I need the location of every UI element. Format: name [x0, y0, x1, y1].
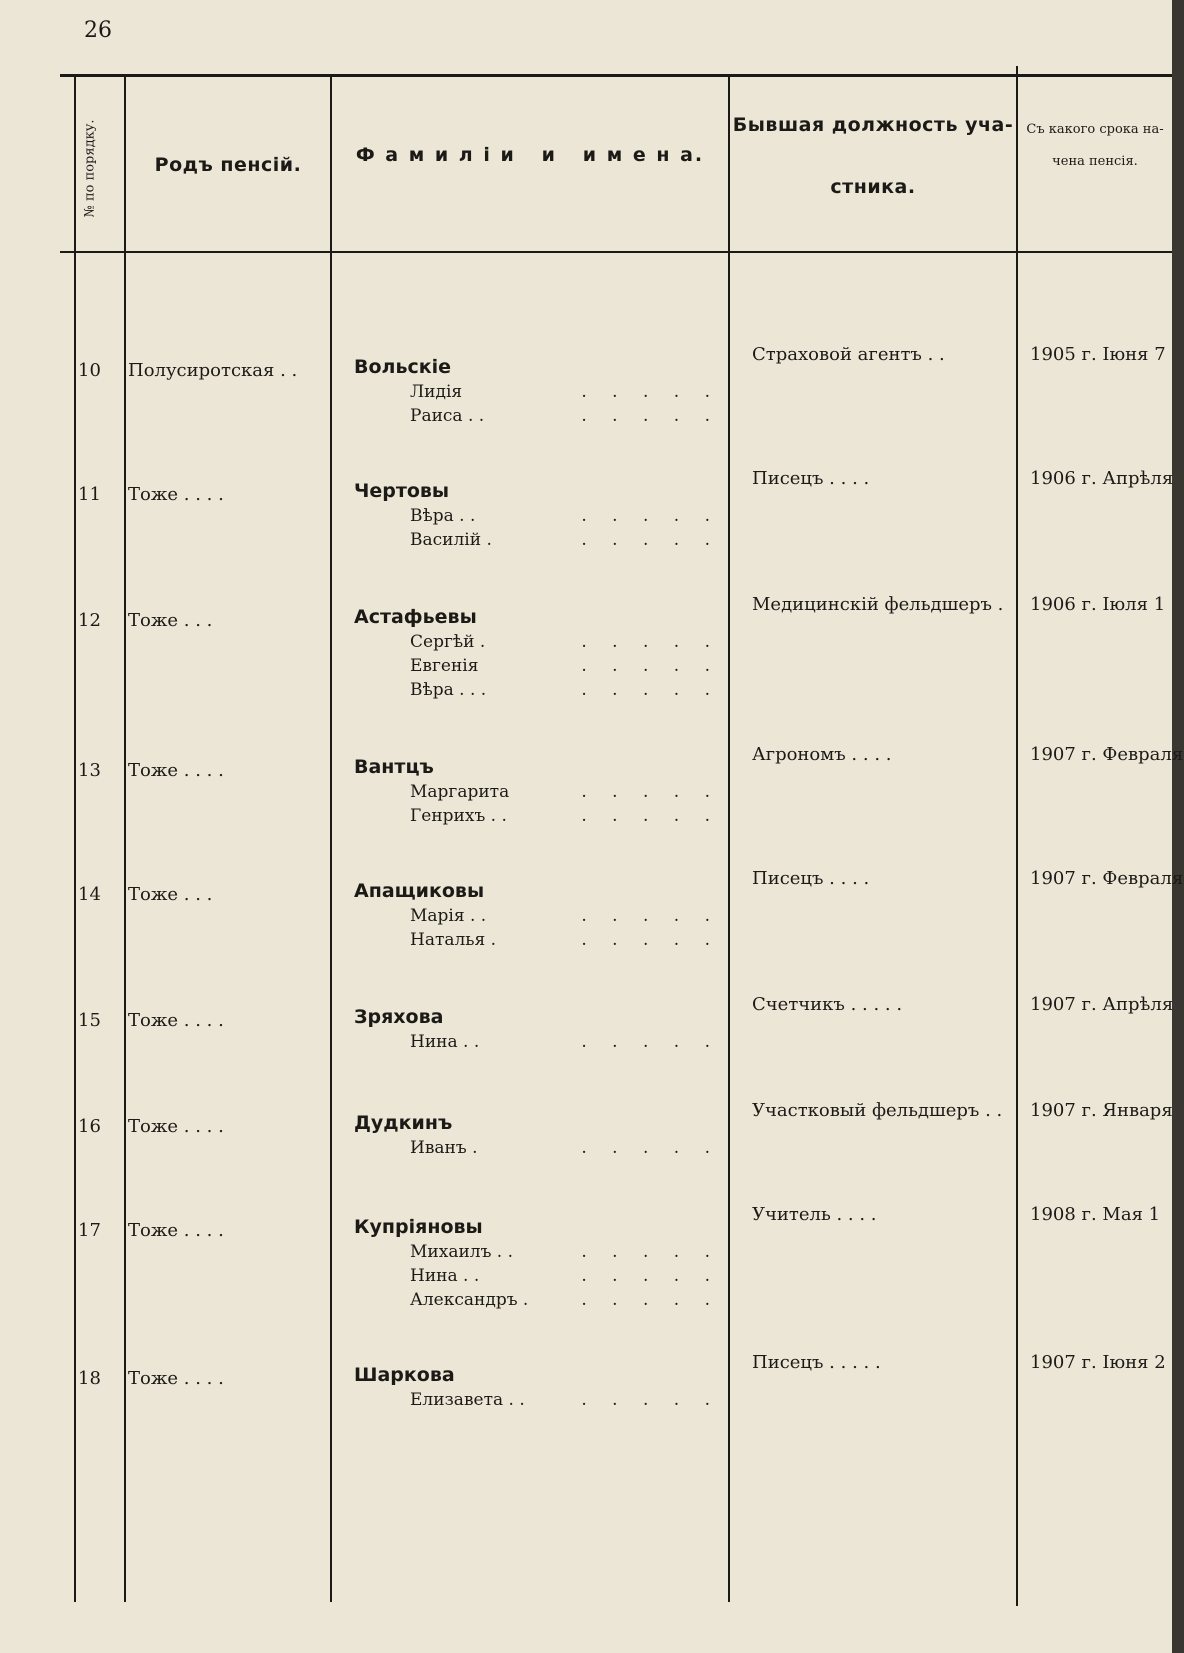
pension-kind: Тоже . . . . — [128, 1010, 224, 1031]
pension-date: 1906 г. Апрѣля — [1030, 468, 1174, 489]
dot-leader: . . . . . — [581, 530, 720, 550]
member-names — [410, 1136, 720, 1160]
member-names — [410, 1240, 720, 1312]
member-name — [410, 928, 720, 952]
member-name-text: Иванъ . — [410, 1138, 478, 1158]
pension-kind: Тоже . . . . — [128, 1368, 224, 1389]
pension-date: 1905 г. Іюня 7 — [1030, 344, 1166, 365]
member-name — [410, 804, 720, 828]
column-divider-5 — [1016, 66, 1018, 1606]
member-name — [410, 780, 720, 804]
dot-leader: . . . . . — [581, 1032, 720, 1052]
header-kind: Родъ пенсій. — [154, 154, 302, 176]
member-names — [410, 630, 720, 702]
header-position: Бывшая должность уча- стника. — [732, 114, 1014, 198]
member-name — [410, 1264, 720, 1288]
pension-kind: Тоже . . . . — [128, 760, 224, 781]
pension-kind: Тоже . . . — [128, 610, 213, 631]
former-position: Писецъ . . . . — [752, 868, 870, 889]
member-name — [410, 504, 720, 528]
family-name: Дудкинъ — [354, 1112, 453, 1134]
dot-leader: . . . . . — [581, 680, 720, 700]
row-number: 11 — [78, 484, 101, 505]
family-name: Апащиковы — [354, 880, 485, 902]
dot-leader: . . . . . — [581, 506, 720, 526]
member-names — [410, 904, 720, 952]
page-number: 26 — [84, 18, 112, 43]
member-name — [410, 1288, 720, 1312]
pension-date: 1906 г. Іюля 1 — [1030, 594, 1166, 615]
family-name: Вольскіе — [354, 356, 452, 378]
row-number: 17 — [78, 1220, 101, 1241]
dot-leader: . . . . . — [581, 1290, 720, 1310]
member-name-text: Вѣра . . . — [410, 680, 487, 700]
family-name: Купріяновы — [354, 1216, 483, 1238]
pension-date: 1907 г. Іюня 2 — [1030, 1352, 1166, 1373]
pension-kind: Тоже . . . . — [128, 1220, 224, 1241]
row-number: 13 — [78, 760, 101, 781]
member-name-text: Евгенія — [410, 656, 479, 676]
member-name — [410, 528, 720, 552]
member-name-text: Вѣра . . — [410, 506, 476, 526]
pension-date: 1907 г. Апрѣля — [1030, 994, 1174, 1015]
member-name — [410, 1388, 720, 1412]
dot-leader: . . . . . — [581, 406, 720, 426]
member-name-text: Лидія — [410, 382, 463, 402]
member-names — [410, 504, 720, 552]
member-name — [410, 678, 720, 702]
member-name-text: Маргарита — [410, 782, 510, 802]
dot-leader: . . . . . — [581, 782, 720, 802]
family-name: Чертовы — [354, 480, 450, 502]
row-number: 12 — [78, 610, 101, 631]
former-position: Писецъ . . . . — [752, 468, 870, 489]
member-name-text: Михаилъ . . — [410, 1242, 514, 1262]
family-name: Вантцъ — [354, 756, 434, 778]
member-name-text: Нина . . — [410, 1032, 480, 1052]
member-name — [410, 1240, 720, 1264]
member-name — [410, 904, 720, 928]
pension-date: 1907 г. Февраля — [1030, 744, 1184, 765]
row-number: 18 — [78, 1368, 101, 1389]
member-names — [410, 780, 720, 828]
pension-date: 1907 г. Февраля — [1030, 868, 1184, 889]
member-name-text: Елизавета . . — [410, 1390, 525, 1410]
member-names — [410, 380, 720, 428]
dot-leader: . . . . . — [581, 1242, 720, 1262]
table-top-border — [60, 74, 1172, 77]
member-name-text: Генрихъ . . — [410, 806, 507, 826]
dot-leader: . . . . . — [581, 1266, 720, 1286]
pension-kind: Полусиротская . . — [128, 360, 298, 381]
member-name-text: Марія . . — [410, 906, 487, 926]
former-position: Писецъ . . . . . — [752, 1352, 881, 1373]
page-edge-shadow — [1172, 0, 1184, 1653]
column-divider-1 — [74, 77, 76, 1602]
member-name — [410, 1136, 720, 1160]
former-position: Счетчикъ . . . . . — [752, 994, 903, 1015]
member-name-text: Александръ . — [410, 1290, 529, 1310]
pension-kind: Тоже . . . . — [128, 1116, 224, 1137]
column-divider-3 — [330, 77, 332, 1602]
dot-leader: . . . . . — [581, 1138, 720, 1158]
dot-leader: . . . . . — [581, 806, 720, 826]
dot-leader: . . . . . — [581, 1390, 720, 1410]
dot-leader: . . . . . — [581, 632, 720, 652]
row-number: 15 — [78, 1010, 101, 1031]
member-name-text: Василій . — [410, 530, 492, 550]
former-position: Медицинскій фельдшеръ . — [752, 594, 1004, 615]
header-names: Ф а м и л і и и и м е н а. — [355, 144, 705, 166]
family-name: Зряхова — [354, 1006, 444, 1028]
member-name-text: Нина . . — [410, 1266, 480, 1286]
member-names — [410, 1388, 720, 1412]
pension-date: 1908 г. Мая 1 — [1030, 1204, 1161, 1225]
member-name — [410, 654, 720, 678]
header-number: № по порядку. — [82, 119, 98, 217]
row-number: 10 — [78, 360, 101, 381]
member-name-text: Раиса . . — [410, 406, 485, 426]
member-name-text: Сергѣй . — [410, 632, 486, 652]
former-position: Участковый фельдшеръ . . — [752, 1100, 1003, 1121]
row-number: 14 — [78, 884, 101, 905]
member-name — [410, 404, 720, 428]
family-name: Шаркова — [354, 1364, 455, 1386]
pension-date: 1907 г. Января — [1030, 1100, 1173, 1121]
former-position: Страховой агентъ . . — [752, 344, 945, 365]
member-names — [410, 1030, 720, 1054]
member-name — [410, 630, 720, 654]
header-bottom-border — [60, 251, 1172, 253]
member-name — [410, 1030, 720, 1054]
former-position: Учитель . . . . — [752, 1204, 877, 1225]
dot-leader: . . . . . — [581, 656, 720, 676]
pension-kind: Тоже . . . — [128, 884, 213, 905]
column-divider-4 — [728, 77, 730, 1602]
member-name — [410, 380, 720, 404]
member-name-text: Наталья . — [410, 930, 497, 950]
pension-kind: Тоже . . . . — [128, 484, 224, 505]
dot-leader: . . . . . — [581, 930, 720, 950]
row-number: 16 — [78, 1116, 101, 1137]
dot-leader: . . . . . — [581, 906, 720, 926]
former-position: Агрономъ . . . . — [752, 744, 892, 765]
dot-leader: . . . . . — [581, 382, 720, 402]
header-date: Съ какого срока на- чена пенсія. — [1026, 122, 1164, 169]
column-divider-2 — [124, 77, 126, 1602]
family-name: Астафьевы — [354, 606, 477, 628]
